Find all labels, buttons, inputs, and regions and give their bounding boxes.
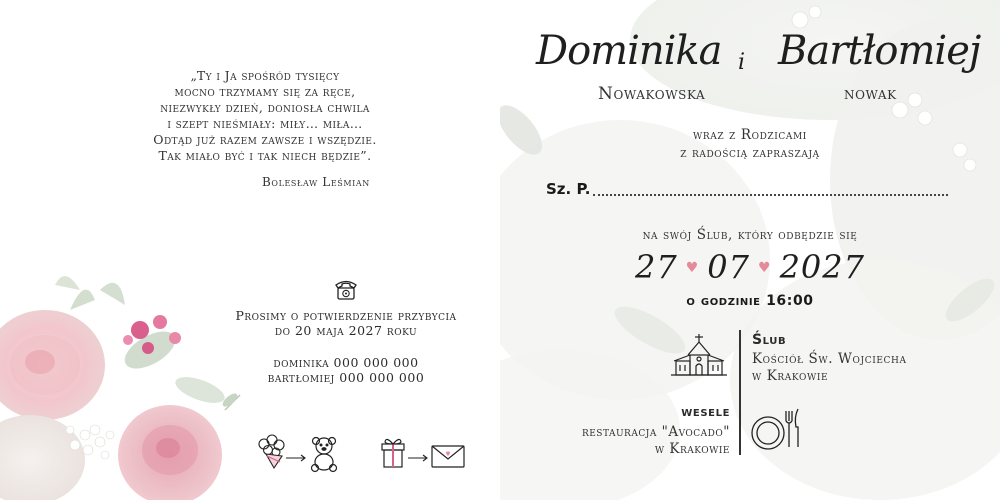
- church-icon: [670, 333, 728, 377]
- bouquet-icon: [259, 435, 284, 468]
- reception-place-line: restauracja "Avocado": [581, 424, 730, 440]
- ceremony-place-line: w Krakowie: [752, 368, 829, 384]
- poem-line: i szept nieśmiały: miły… miła…: [167, 116, 363, 131]
- date-day: 27: [635, 248, 678, 286]
- ceremony-title: Ślub: [752, 332, 787, 348]
- guest-label: Sz. P.: [546, 180, 591, 198]
- wedding-date: [600, 248, 900, 288]
- poem-line: Odtąd już razem zawsze i wszędzie.: [153, 132, 377, 147]
- bride-first-name: Dominika: [536, 28, 722, 74]
- groom-surname: nowak: [844, 84, 897, 104]
- phone-icon: [333, 276, 359, 302]
- teddy-bear-icon: [312, 438, 337, 472]
- date-year: 2027: [779, 248, 865, 286]
- heart-icon: ♥: [685, 260, 700, 276]
- poem-line: niezwykły dzień, doniosła chwila: [160, 100, 370, 115]
- poem-line: „Ty i Ja spośród tysięcy: [190, 68, 340, 83]
- gift-icon: [382, 439, 404, 467]
- ceremony-line: na swój Ślub, który odbędzie się: [642, 227, 858, 243]
- contact-bride: dominika 000 000 000: [273, 355, 419, 370]
- rsvp-line: do 20 maja 2027 roku: [274, 323, 418, 338]
- guest-name-line: [593, 194, 948, 196]
- wedding-time: o godzinie 16:00: [686, 293, 814, 309]
- envelope-icon: [432, 446, 464, 467]
- heart-icon: ♥: [758, 260, 772, 276]
- parents-line: wraz z Rodzicami: [693, 127, 807, 143]
- poem-line: mocno trzymamy się za ręce,: [174, 84, 356, 99]
- parents-invite: [600, 126, 900, 162]
- bouquet-to-teddy-graphic: [252, 432, 352, 474]
- right-page: [500, 0, 1000, 500]
- bride-surname: Nowakowska: [598, 84, 706, 104]
- poem-line: Tak miało być i tak niech będzie”.: [158, 148, 372, 163]
- reception-place-line: w Krakowie: [654, 441, 730, 457]
- names-connector: i: [738, 50, 746, 75]
- reception-place: [530, 424, 730, 458]
- parents-line: z radością zapraszają: [680, 145, 820, 161]
- contact-groom: bartłomiej 000 000 000: [267, 370, 425, 385]
- groom-first-name: Bartłomiej: [778, 28, 981, 74]
- ceremony-place: [752, 351, 907, 385]
- reception-title: wesele: [681, 404, 730, 420]
- plate-cutlery-icon: [748, 403, 803, 453]
- contacts: [236, 355, 456, 385]
- rsvp-line: Prosimy o potwierdzenie przybycia: [235, 308, 457, 323]
- poem: [95, 68, 435, 164]
- vertical-divider: [739, 330, 741, 455]
- floral-decoration-left: [0, 270, 250, 500]
- poem-author: Bolesław Leśmian: [262, 175, 370, 189]
- gift-to-envelope-graphic: [378, 432, 473, 474]
- date-month: 07: [707, 248, 750, 286]
- ceremony-place-line: Kościół Św. Wojciecha: [752, 351, 907, 367]
